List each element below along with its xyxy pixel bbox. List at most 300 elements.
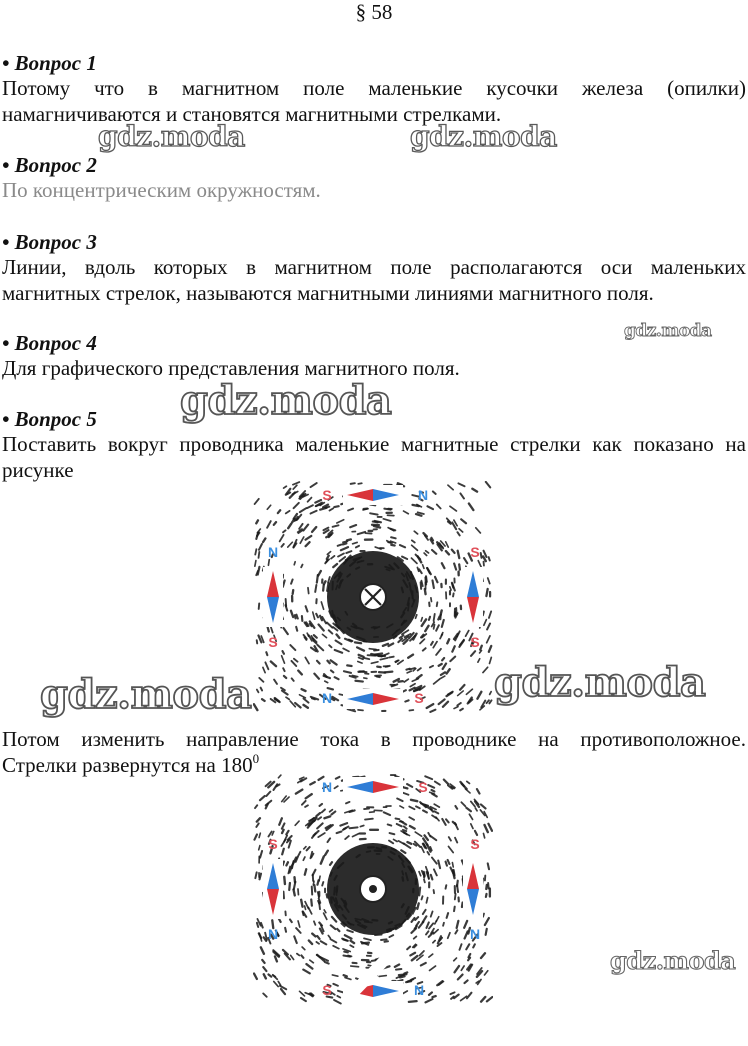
filing (264, 974, 266, 978)
filing (389, 922, 392, 923)
filing (291, 661, 296, 666)
filing (268, 560, 269, 566)
filing (296, 627, 297, 631)
filing (298, 671, 302, 675)
filing (271, 661, 276, 666)
filing (283, 530, 285, 532)
filing (260, 874, 262, 880)
filing (309, 941, 312, 944)
pole-label: N (267, 926, 279, 942)
filing (430, 792, 435, 794)
watermark: gdz.moda (40, 671, 252, 718)
filing (383, 519, 390, 521)
filing (318, 901, 319, 904)
filing (274, 522, 276, 525)
filing (444, 780, 448, 784)
filing (296, 790, 302, 794)
question-1-label: • Вопрос 1 (2, 51, 97, 75)
filing (424, 533, 427, 536)
continuation-line2: Стрелки развернутся на $180^0$ (2, 751, 260, 777)
filing (410, 953, 415, 956)
filing (325, 560, 327, 563)
filing (424, 872, 425, 876)
filing (433, 642, 437, 648)
pole-label: S (470, 836, 480, 852)
filing (328, 838, 331, 842)
filing (447, 669, 450, 673)
filing (455, 806, 457, 809)
filing (281, 989, 285, 994)
filing (452, 863, 453, 867)
filing (384, 812, 390, 815)
filing (345, 935, 352, 938)
filing (318, 571, 321, 576)
filing (473, 944, 475, 947)
filing (431, 875, 433, 880)
filing (404, 826, 407, 828)
filing (337, 929, 339, 931)
filing (314, 831, 319, 836)
section-number: § 58 (355, 0, 393, 24)
filing (348, 509, 353, 511)
filing (356, 567, 359, 568)
filing (396, 818, 400, 819)
filing (327, 556, 329, 559)
filing (438, 617, 439, 620)
filing (286, 697, 289, 699)
filing (461, 966, 464, 970)
filing (412, 918, 415, 922)
filing (394, 636, 397, 638)
watermark: gdz.moda (494, 659, 706, 706)
filing (338, 553, 344, 556)
filing (458, 691, 464, 696)
filing (431, 598, 432, 602)
filing (283, 651, 284, 654)
filing (400, 806, 404, 808)
question-4-answer: Для графического представления магнитного поля. (2, 356, 460, 380)
filing (286, 511, 290, 514)
filing (450, 992, 454, 994)
filing (288, 836, 292, 840)
filing (391, 537, 396, 538)
filing (408, 655, 413, 658)
filing (329, 645, 331, 647)
pole-label: S (414, 690, 424, 706)
filing (477, 692, 481, 699)
filing (477, 789, 479, 793)
filing (329, 508, 333, 510)
filing (329, 630, 333, 633)
filing (386, 569, 389, 570)
filing (337, 832, 342, 834)
filing (433, 580, 434, 588)
filing (404, 511, 409, 514)
filing (430, 836, 436, 840)
filing (380, 658, 387, 660)
filing (294, 659, 298, 662)
filing (301, 900, 302, 907)
filing (438, 936, 441, 943)
filing (330, 862, 332, 865)
filing (434, 680, 439, 684)
filing (487, 623, 490, 629)
filing (433, 941, 435, 943)
filing (259, 833, 260, 837)
filing (314, 921, 315, 925)
filing (300, 777, 304, 779)
filing (404, 679, 408, 682)
filing (430, 666, 433, 668)
filing (484, 620, 486, 626)
filing (340, 823, 347, 826)
watermark: gdz.moda (410, 120, 557, 153)
filing (327, 661, 329, 663)
filing (254, 834, 256, 839)
filing (431, 538, 433, 541)
filing (414, 936, 417, 938)
filing (439, 664, 442, 666)
filing (411, 558, 416, 563)
figure-field-current-into-page (253, 481, 493, 713)
compass-needle-top (343, 485, 403, 505)
filing (426, 898, 427, 903)
filing (478, 659, 480, 662)
filing (321, 856, 324, 863)
filing (296, 615, 297, 619)
filing (387, 929, 390, 930)
filing (448, 846, 453, 852)
filing (410, 684, 415, 687)
filing (358, 483, 361, 484)
filing (427, 704, 434, 708)
filing (278, 775, 280, 778)
filing (282, 544, 284, 547)
filing (308, 498, 312, 502)
filing (345, 978, 351, 980)
filing (436, 649, 441, 655)
filing (435, 577, 437, 582)
pole-label: S (268, 836, 278, 852)
filing (335, 677, 339, 679)
filing (305, 657, 309, 663)
filing (414, 531, 417, 534)
filing (367, 851, 371, 852)
filing (275, 698, 279, 701)
filing (334, 887, 335, 894)
filing (412, 545, 418, 550)
filing (416, 514, 422, 516)
filing (371, 662, 378, 664)
filing (437, 602, 438, 606)
pole-label: N (417, 487, 429, 503)
filing (461, 802, 465, 806)
filing (300, 508, 306, 512)
question-3-answer-line2: магнитных стрелок, называются магнитными линиями магнитного поля. (2, 281, 654, 305)
filing (413, 505, 419, 506)
filing (336, 777, 340, 779)
filing (305, 869, 306, 875)
filing (478, 561, 481, 568)
filing (486, 929, 487, 935)
filing (472, 489, 477, 492)
filing (305, 906, 306, 909)
filing (379, 976, 386, 977)
filing (381, 939, 387, 940)
filing (331, 939, 337, 942)
filing (402, 588, 403, 593)
filing (284, 628, 288, 634)
filing (278, 510, 280, 513)
filing (314, 674, 319, 679)
filing (481, 553, 482, 558)
filing (314, 635, 317, 638)
filing (291, 955, 294, 959)
compass-needle-right (463, 859, 483, 919)
filing (434, 930, 438, 934)
filing (447, 913, 448, 918)
filing (429, 617, 430, 620)
filing (483, 667, 488, 672)
filing (385, 941, 388, 942)
filing (271, 626, 273, 632)
filing (409, 583, 410, 587)
filing (313, 881, 314, 885)
filing (359, 655, 364, 657)
filing (318, 817, 321, 819)
filing (310, 782, 315, 784)
filing (313, 612, 315, 619)
filing (257, 923, 258, 927)
filing (377, 677, 380, 678)
filing (294, 890, 295, 896)
filing (374, 526, 380, 528)
filing (379, 672, 385, 673)
filing (334, 786, 337, 788)
filing (395, 964, 399, 966)
filing (415, 832, 421, 836)
filing (433, 996, 436, 997)
filing (465, 931, 468, 938)
filing (256, 823, 258, 826)
filing (396, 969, 401, 970)
filing (316, 942, 319, 944)
filing (262, 699, 265, 701)
question-4-label: • Вопрос 4 (2, 331, 97, 355)
filing (292, 678, 294, 680)
filing (343, 543, 346, 544)
filing (319, 625, 324, 631)
filing (455, 823, 458, 829)
filing (307, 505, 313, 508)
filing (260, 796, 265, 800)
filing (467, 993, 471, 999)
filing (485, 918, 489, 925)
filing (383, 644, 388, 646)
filing (336, 898, 337, 903)
filing (373, 522, 378, 523)
filing (304, 635, 307, 639)
filing (302, 689, 306, 691)
pole-label: S (322, 487, 332, 503)
filing (431, 911, 433, 916)
filing (434, 614, 435, 621)
filing (320, 804, 322, 806)
filing (360, 826, 363, 827)
filing (402, 904, 404, 907)
filing (334, 1000, 341, 1004)
filing (458, 551, 460, 558)
compass-needle-right (463, 567, 483, 627)
filing (283, 580, 285, 586)
filing (259, 846, 260, 850)
filing (290, 645, 295, 650)
filing (489, 646, 491, 652)
filing (293, 590, 294, 594)
filing (455, 838, 457, 843)
filing (426, 576, 427, 582)
filing (293, 858, 296, 865)
filing (469, 504, 473, 511)
filing (488, 824, 492, 831)
filing (399, 974, 407, 975)
filing (457, 532, 459, 535)
figure-field-current-out-of-page (253, 773, 493, 1005)
filing (325, 681, 328, 683)
filing (434, 811, 438, 813)
filing (417, 568, 418, 572)
filing (438, 861, 440, 869)
filing (443, 923, 444, 926)
filing (306, 542, 310, 546)
filing (301, 955, 303, 957)
pole-label: N (321, 690, 333, 706)
filing (431, 642, 433, 645)
filing (283, 892, 284, 899)
filing (327, 623, 332, 628)
filing (457, 881, 458, 886)
filing (424, 553, 427, 555)
filing (421, 963, 426, 966)
filing (324, 816, 330, 818)
filing (422, 896, 423, 899)
filing (454, 995, 459, 999)
filing (389, 935, 393, 937)
filing (439, 699, 445, 704)
filing (436, 817, 439, 821)
continuation-line1: Потом изменить направление тока в проводнике на противоположное. (2, 727, 746, 751)
filing (261, 923, 263, 928)
filing (323, 585, 324, 591)
filing (333, 946, 339, 949)
filing (274, 981, 279, 986)
filing (429, 923, 433, 928)
filing (435, 921, 437, 924)
filing (370, 513, 377, 514)
filing (284, 877, 285, 884)
filing (255, 872, 256, 878)
filing (346, 802, 350, 803)
filing (328, 577, 330, 583)
filing (458, 975, 463, 980)
filing (347, 665, 351, 666)
filing (481, 953, 485, 958)
filing (317, 813, 321, 816)
filing (453, 593, 454, 596)
filing (489, 557, 490, 560)
filing (358, 532, 365, 534)
watermark: gdz.moda (624, 321, 712, 341)
filing (335, 650, 342, 653)
filing (279, 818, 282, 825)
filing (446, 819, 449, 822)
watermark: gdz.moda (610, 946, 736, 975)
filing (448, 860, 450, 864)
filing (407, 947, 410, 950)
filing (402, 871, 403, 874)
filing (441, 672, 445, 675)
filing (283, 668, 284, 671)
filing (348, 955, 351, 956)
filing (436, 625, 439, 630)
filing (389, 657, 393, 658)
filing (432, 550, 436, 554)
filing (417, 903, 418, 909)
filing (351, 966, 359, 967)
filing (350, 945, 353, 947)
filing (446, 551, 449, 554)
filing (411, 978, 415, 980)
filing (333, 984, 338, 986)
filing (322, 809, 325, 812)
filing (289, 883, 290, 890)
filing (325, 851, 328, 855)
filing (282, 656, 285, 663)
filing (409, 710, 413, 711)
filing (337, 520, 344, 523)
filing (278, 981, 280, 985)
filing (487, 997, 493, 1001)
filing (321, 941, 326, 944)
filing (316, 614, 318, 617)
filing (306, 606, 308, 611)
filing (347, 930, 353, 932)
filing (443, 664, 446, 669)
filing (389, 643, 394, 646)
filing (263, 538, 265, 542)
filing (331, 812, 335, 815)
filing (335, 640, 341, 644)
filing (435, 782, 440, 785)
filing (343, 939, 347, 940)
filing (275, 956, 277, 961)
filing (409, 817, 414, 820)
filing (449, 837, 451, 841)
filing (315, 500, 321, 503)
filing (471, 824, 473, 829)
filing (460, 493, 464, 498)
filing (464, 558, 467, 563)
filing (469, 814, 472, 819)
filing (298, 852, 300, 856)
filing (454, 958, 457, 961)
filing (405, 700, 408, 701)
filing (298, 921, 300, 927)
filing (459, 944, 461, 950)
filing (299, 524, 302, 529)
filing (427, 568, 430, 574)
filing (260, 851, 262, 858)
